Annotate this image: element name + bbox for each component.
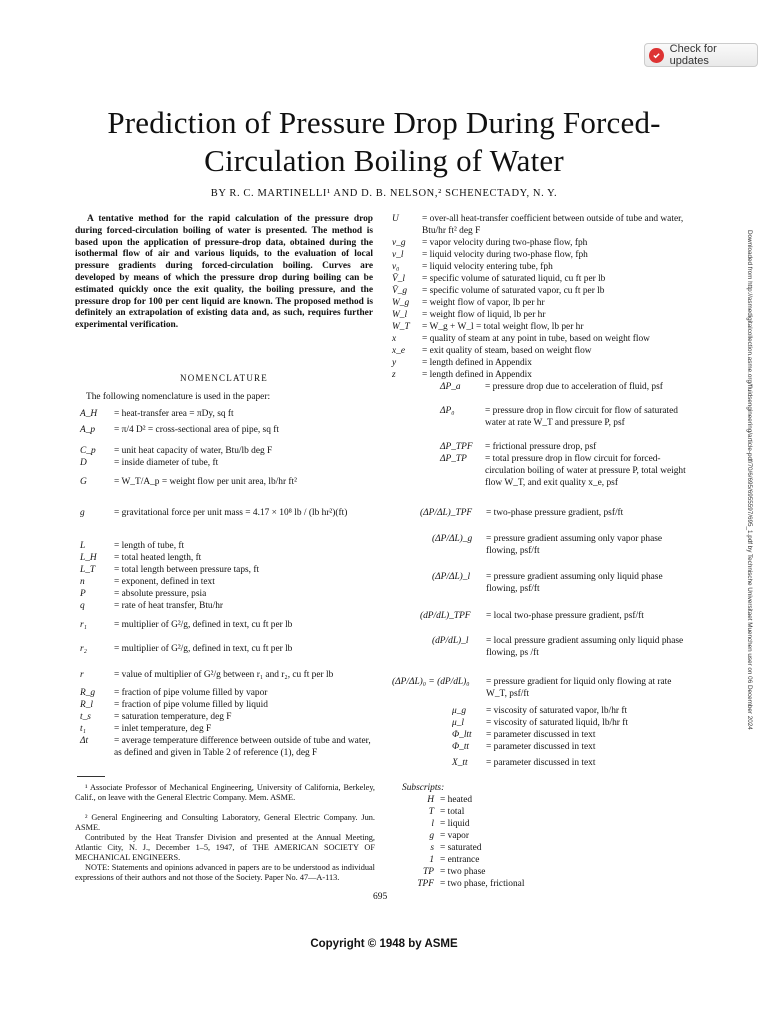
nom-right-item: v_g = vapor velocity during two-phase flow, fph xyxy=(392,238,588,248)
nom-right-item: (dP/dL)_l = local pressure gradient assuming only liquid phase flowing, ps /ft xyxy=(432,636,684,658)
nom-left-item: P = absolute pressure, psia xyxy=(80,589,207,599)
footnote-rule xyxy=(77,776,105,777)
subscript-item: TP = two phase xyxy=(423,867,486,877)
nom-left-item: A_p = π/4 D² = cross-sectional area of pipe, sq ft xyxy=(80,425,279,435)
nom-right-item: y = length defined in Appendix xyxy=(392,358,532,368)
subscript-item: 1 = entrance xyxy=(429,855,480,865)
subscripts-heading: Subscripts: xyxy=(402,783,445,793)
nom-right-item: (ΔP/ΔL)₀ = (dP/dL)₀ = pressure gradient for liquid only flowing at rate W_T, psf/ft xyxy=(392,677,672,699)
nom-right-item: (dP/dL)_TPF = local two-phase pressure gradient, psf/ft xyxy=(420,611,644,621)
nom-right-item: ΔP_TPF = frictional pressure drop, psf xyxy=(440,442,597,452)
check-updates-icon xyxy=(649,48,664,63)
nom-left-item: q = rate of heat transfer, Btu/hr xyxy=(80,601,224,611)
download-notice xyxy=(743,230,753,990)
nom-right-item: W_T = W_g + W_l = total weight flow, lb per hr xyxy=(392,322,584,332)
footnote: ¹ Associate Professor of Mechanical Engineering, University of California, Berkeley, Calif., on leave with the General Electric Company. Mem. ASME. xyxy=(75,783,375,803)
nom-right-item: x = quality of steam at any point in tube, based on weight flow xyxy=(392,334,650,344)
nom-left-item: g = gravitational force per unit mass = 4.17 × 10⁸ lb / (lb hr²)(ft) xyxy=(80,508,348,518)
nom-left-item: n = exponent, defined in text xyxy=(80,577,215,587)
page-number: 695 xyxy=(373,892,388,902)
nom-right-item: v_l = liquid velocity during two-phase flow, fph xyxy=(392,250,588,260)
nom-right-item: Φ_ltt = parameter discussed in text xyxy=(452,730,596,740)
copyright-notice: Copyright © 1948 by ASME xyxy=(310,938,458,950)
nom-left-item: L = length of tube, ft xyxy=(80,541,185,551)
nom-left-item: r = value of multiplier of G²/g between r₁ and r₂, cu ft per lb xyxy=(80,670,334,680)
download-notice-text: Downloaded from http://asmedigitalcollection.asme.org/fluidsengineering/article-pdf/70/6/695/6955597/695_1.pdf by Technische Universitaet Muenchen user on 06 December 2024 xyxy=(746,230,753,730)
subscript-item: T = total xyxy=(428,807,465,817)
nom-right-item: (ΔP/ΔL)_l = pressure gradient assuming only liquid phase flowing, psf/ft xyxy=(432,572,663,594)
nom-left-item: C_p = unit heat capacity of water, Btu/lb deg F xyxy=(80,446,273,456)
nom-left-item: A_H = heat-transfer area = πDy, sq ft xyxy=(80,409,234,419)
nom-right-item: (ΔP/ΔL)_g = pressure gradient assuming only vapor phase flowing, psf/ft xyxy=(432,534,663,556)
subscript-item: TPF = two phase, frictional xyxy=(417,879,525,889)
title-line-2: Circulation Boiling of Water xyxy=(204,143,564,178)
subscript-item: H = heated xyxy=(427,795,473,805)
nom-right-item: μ_l = viscosity of saturated liquid, lb/hr ft xyxy=(452,718,628,728)
nom-right-item: V̄_l = specific volume of saturated liquid, cu ft per lb xyxy=(392,274,606,284)
nom-right-item: (ΔP/ΔL)_TPF = two-phase pressure gradient, psf/ft xyxy=(420,508,624,518)
title-line-1: Prediction of Pressure Drop During Forced- xyxy=(107,105,661,140)
subscript-item: l = liquid xyxy=(431,819,470,829)
footnote: Contributed by the Heat Transfer Division and presented at the Annual Meeting, Atlantic City, N. J., December 1–5, 1947, of THE AMERICAN SOCIETY OF MECHANICAL ENGINEERS. xyxy=(75,833,375,863)
nom-left-item: L_T = total length between pressure taps, ft xyxy=(80,565,260,575)
byline: BY R. C. MARTINELLI¹ AND D. B. NELSON,² SCHENECTADY, N. Y. xyxy=(210,188,558,199)
nom-right-item: ΔP₀ = pressure drop in flow circuit for flow of saturated water at rate W_T and pressure P, psf xyxy=(440,406,678,428)
check-for-updates-button[interactable] xyxy=(644,43,758,67)
nom-left-item: t₁ = inlet temperature, deg F xyxy=(80,724,212,734)
nom-right-item: μ_g = viscosity of saturated vapor, lb/hr ft xyxy=(452,706,628,716)
nom-right-item: v₀ = liquid velocity entering tube, fph xyxy=(392,262,553,272)
nom-right-item: ΔP_TP = total pressure drop in flow circuit for forced-circulation boiling of water at pressure P, total weight flow W_T, and exit quality x_e, psf xyxy=(440,454,686,488)
nomenclature-heading: NOMENCLATURE xyxy=(180,373,268,383)
nom-right-item: V̄_g = specific volume of saturated vapor, cu ft per lb xyxy=(392,286,605,296)
footnote: NOTE: Statements and opinions advanced in papers are to be understood as individual expressions of their authors and not those of the Society. Paper No. 47—A-113. xyxy=(75,863,375,883)
nom-left-item: R_l = fraction of pipe volume filled by liquid xyxy=(80,700,268,710)
nom-right-item: z = length defined in Appendix xyxy=(392,370,532,380)
nom-right-item: W_l = weight flow of liquid, lb per hr xyxy=(392,310,546,320)
nom-right-item: Φ_tt = parameter discussed in text xyxy=(452,742,596,752)
abstract: A tentative method for the rapid calculation of the pressure drop during forced-circulation boiling of water is presented. The method is based upon the application of pressure-drop data, obtained during the isothermal flow of air and various liquids, to the evaluation of local pressure gradients during forced-circulation boiling. Curves are developed by means of which the pressure drop during boiling can be estimated quickly once the exit quality, the boiling pressure, and the pressure drop for 100 per cent liquid are known. The proposed method is definitely an extrapolation of existing data and, as such, requires further experimental verification. xyxy=(75,214,373,331)
nom-left-item: r₁ = multiplier of G²/g, defined in text, cu ft per lb xyxy=(80,620,293,630)
nom-left-item: t_s = saturation temperature, deg F xyxy=(80,712,232,722)
nom-left-item: L_H = total heated length, ft xyxy=(80,553,202,563)
nom-right-item: U = over-all heat-transfer coefficient between outside of tube and water, Btu/hr ft² deg F xyxy=(392,214,684,236)
nom-right-item: x_e = exit quality of steam, based on weight flow xyxy=(392,346,592,356)
nom-left-item: R_g = fraction of pipe volume filled by vapor xyxy=(80,688,268,698)
nom-left-item: G = W_T/A_p = weight flow per unit area, lb/hr ft² xyxy=(80,477,297,487)
nom-left-item: Δt = average temperature difference between outside of tube and water, as defined and given in Table 2 of reference (1), deg F xyxy=(80,736,371,758)
footnote: ² General Engineering and Consulting Laboratory, General Electric Company. Jun. ASME. xyxy=(75,813,375,833)
subscript-item: g = vapor xyxy=(429,831,469,841)
nom-right-item: W_g = weight flow of vapor, lb per hr xyxy=(392,298,545,308)
nom-left-item: D = inside diameter of tube, ft xyxy=(80,458,219,468)
nom-right-item: X_tt = parameter discussed in text xyxy=(452,758,596,768)
nom-left-item: r₂ = multiplier of G²/g, defined in text, cu ft per lb xyxy=(80,644,293,654)
paper-title xyxy=(0,104,768,180)
check-for-updates-label: Check for updates xyxy=(669,43,717,67)
nom-right-item: ΔP_a = pressure drop due to acceleration of fluid, psf xyxy=(440,382,663,392)
subscript-item: s = saturated xyxy=(430,843,482,853)
nomenclature-intro: The following nomenclature is used in the paper: xyxy=(86,392,271,402)
